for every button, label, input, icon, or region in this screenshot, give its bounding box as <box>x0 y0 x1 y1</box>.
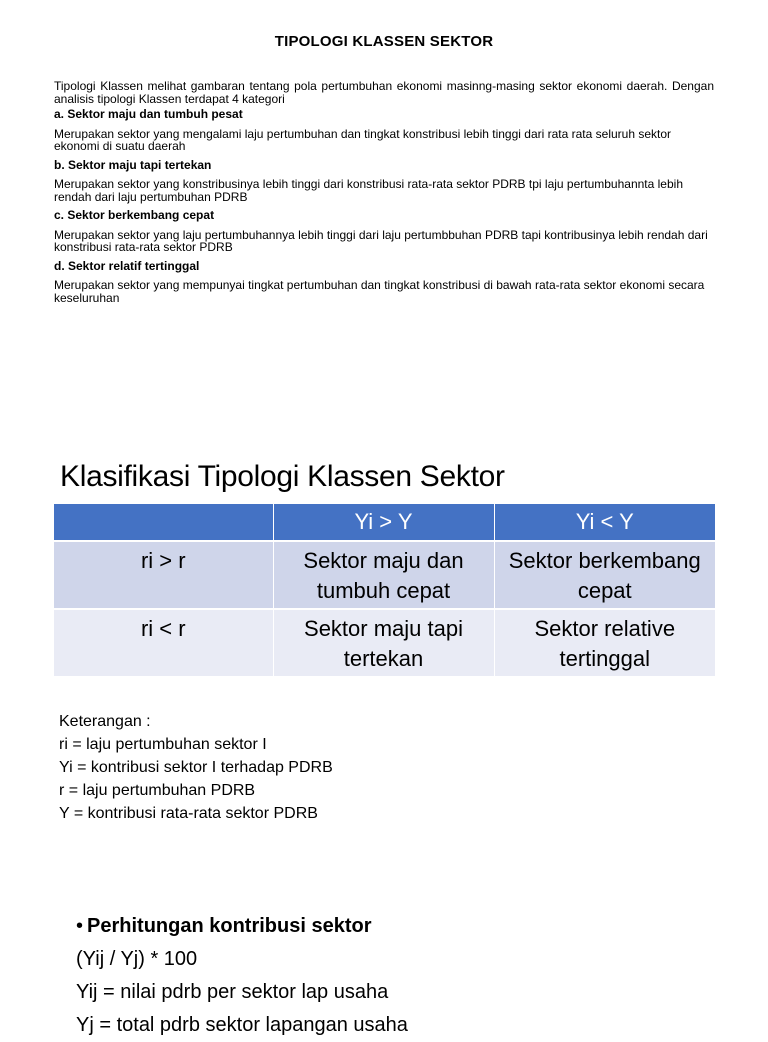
row-label-ri-less: ri < r <box>54 609 273 676</box>
legend-section <box>59 710 333 825</box>
classification-title: Klasifikasi Tipologi Klassen Sektor <box>60 460 505 493</box>
classification-table <box>54 504 715 676</box>
legend-item: r = laju pertumbuhan PDRB <box>59 782 256 799</box>
table-row <box>54 609 715 676</box>
legend-title: Keterangan : <box>59 713 151 730</box>
category-d-description: Merupakan sektor yang mempunyai tingkat pertumbuhan dan tingkat konstribusi di bawah rata-rata sektor ekonomi secara keseluruhan <box>54 278 705 305</box>
calculation-formula: (Yij / Yj) * 100 <box>76 948 198 970</box>
table-cell: Sektor berkembang cepat <box>494 541 715 609</box>
table-header-yi-less: Yi < Y <box>494 504 715 541</box>
category-a-title: a. Sektor maju dan tumbuh pesat <box>54 107 243 121</box>
table-header-corner <box>54 504 273 541</box>
table-cell: Sektor maju tapi tertekan <box>273 609 494 676</box>
bullet-icon: • <box>76 915 84 937</box>
calculation-title: Perhitungan kontribusi sektor <box>87 915 372 937</box>
intro-section <box>54 80 714 310</box>
table-cell: Sektor relative tertinggal <box>494 609 715 676</box>
legend-item: Y = kontribusi rata-rata sektor PDRB <box>59 805 318 822</box>
table-row <box>54 541 715 609</box>
calculation-heading <box>76 910 408 943</box>
table-cell: Sektor maju dan tumbuh cepat <box>273 541 494 609</box>
calculation-section <box>76 910 408 1042</box>
legend-item: ri = laju pertumbuhan sektor I <box>59 736 267 753</box>
row-label-ri-greater: ri > r <box>54 541 273 609</box>
table-header-yi-greater: Yi > Y <box>273 504 494 541</box>
category-b-description: Merupakan sektor yang konstribusinya lebih tinggi dari konstribusi rata-rata sektor PDRB tpi laju pertumbuhannta lebih rendah dari laju pertumbuhan PDRB <box>54 177 683 204</box>
legend-item: Yi = kontribusi sektor I terhadap PDRB <box>59 759 333 776</box>
category-d-title: d. Sektor relatif tertinggal <box>54 258 200 273</box>
calculation-line: Yj = total pdrb sektor lapangan usaha <box>76 1014 408 1036</box>
document-title: TIPOLOGI KLASSEN SEKTOR <box>274 33 494 50</box>
category-a-description: Merupakan sektor yang mengalami laju pertumbuhan dan tingkat konstribusi lebih tinggi dari rata rata seluruh sektor ekonomi di suatu daerah <box>54 126 672 153</box>
category-b-title: b. Sektor maju tapi tertekan <box>54 157 212 172</box>
category-c-title: c. Sektor berkembang cepat <box>54 208 215 222</box>
calculation-line: Yij = nilai pdrb per sektor lap usaha <box>76 981 389 1003</box>
intro-paragraph: Tipologi Klassen melihat gambaran tentang pola pertumbuhan ekonomi masinng-masing sektor ekonomi daerah. Dengan analisis tipologi Klassen terdapat 4 kategori <box>54 79 714 106</box>
category-c-description: Merupakan sektor yang laju pertumbuhannya lebih tinggi dari laju pertumbbuhan PDRB tapi kontribusinya lebih rendah dari konstribusi rata-rata sektor PDRB <box>54 227 708 254</box>
table-header-row <box>54 504 715 541</box>
